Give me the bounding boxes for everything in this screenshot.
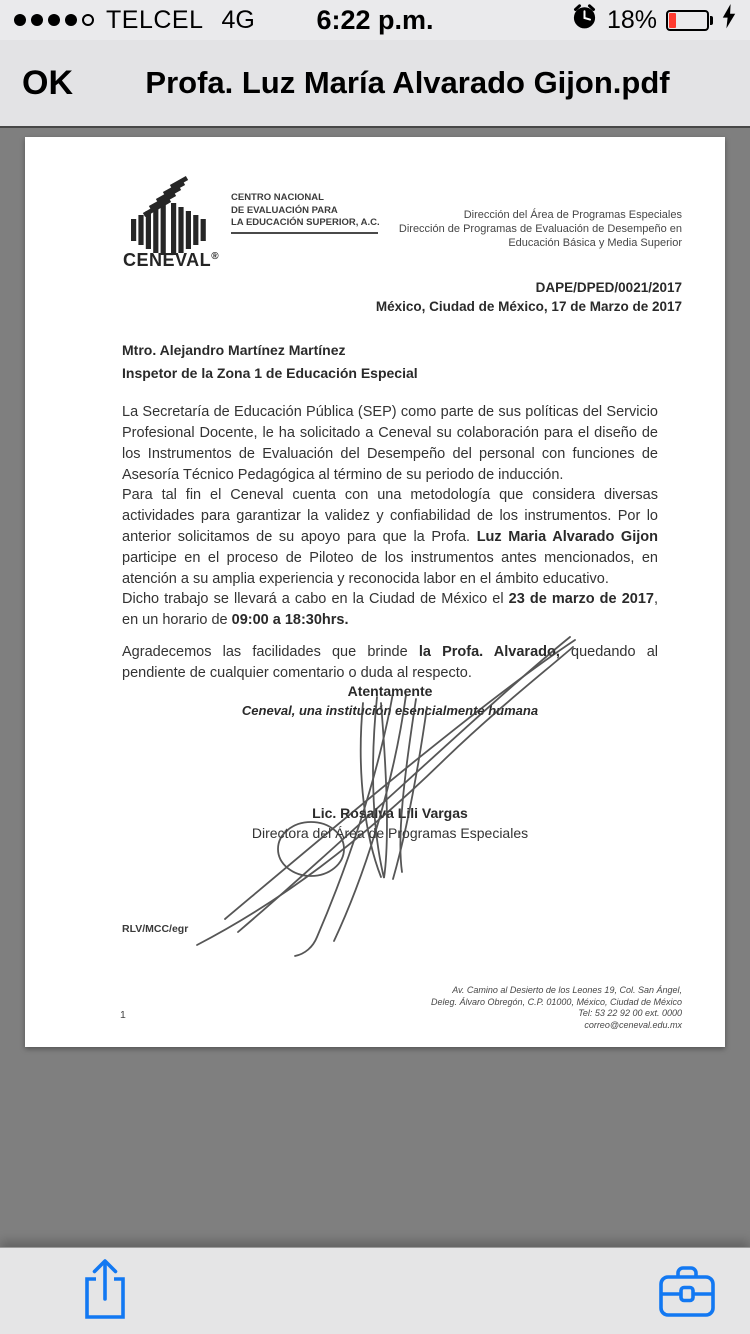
org-underline-rule <box>231 232 378 234</box>
dateline: México, Ciudad de México, 17 de Marzo de 2017 <box>375 299 682 314</box>
org-name-line: CENTRO NACIONAL <box>231 192 324 203</box>
toolbox-button[interactable] <box>657 1263 717 1322</box>
letter-paragraph-4 <box>122 642 658 684</box>
network-type-label: 4G <box>221 5 255 34</box>
charging-bolt-icon <box>722 4 736 36</box>
org-name-line: DE EVALUACIÓN PARA <box>231 204 338 216</box>
signer-name: Lic. Rosalva Lili Vargas <box>312 805 468 821</box>
pdf-page <box>25 137 725 1047</box>
teacher-name-bold: Luz Maria Alvarado Gijon <box>476 529 658 545</box>
addressee-name: Mtro. Alejandro Martínez Martínez <box>122 342 346 358</box>
paragraph-text: participe en el proceso de Piloteo de los instrumentos antes mencionados, en atención a su amplia experiencia y reconocida labor en el ámbito educativo. <box>122 550 658 587</box>
salutation: Atentamente <box>347 683 433 699</box>
paragraph-text: Dicho trabajo se llevará a cabo en la Ciudad de México el <box>122 591 509 607</box>
letter-paragraph-2 <box>122 485 658 590</box>
paragraph-text: quedando al pendiente de cualquier comentario o duda al respecto. <box>122 644 658 681</box>
event-date-bold: 23 de marzo de 2017 <box>508 591 654 607</box>
signer-block <box>122 803 658 843</box>
nav-bar <box>0 40 750 128</box>
ceneval-logo-icon <box>118 175 226 257</box>
department-line: Dirección de Programas de Evaluación de Desempeño en <box>398 223 682 235</box>
carrier-label: TELCEL <box>106 5 204 34</box>
reference-number: DAPE/DPED/0021/2017 <box>535 280 682 295</box>
closing-block <box>122 683 658 718</box>
department-line: Dirección del Área de Programas Especiales <box>463 209 682 221</box>
letter-paragraph-3 <box>122 589 658 631</box>
paragraph-text: La Secretaría de Educación Pública (SEP) como parte de sus políticas del Servicio Profesional Docente, le ha solicitado a Ceneval su colaboración para el diseño de los Instrumentos de Evaluación del Desempeño del personal con funciones de Asesoría Técnico Pedagógica al término de su periodo de inducción. <box>122 404 658 483</box>
share-icon <box>80 1311 130 1326</box>
battery-percent-label: 18% <box>606 5 657 34</box>
ceneval-brand-text: CENEVAL® <box>123 250 220 270</box>
ok-button[interactable]: OK <box>22 63 73 102</box>
paragraph-text: Para tal fin el Ceneval cuenta con una metodología que considera diversas actividades para garantizar la validez y confiabilidad de los instrumentos. Por lo anterior solicitamos de su apoyo para que la Profa. <box>122 487 658 545</box>
department-header-block <box>399 208 682 250</box>
event-time-bold: 09:00 a 18:30hrs. <box>231 612 349 628</box>
footer-address-line: Deleg. Álvaro Obregón, C.P. 01000, México, Ciudad de México <box>431 996 682 1007</box>
letter-paragraph-1 <box>122 402 658 486</box>
addressee-block <box>122 339 418 384</box>
addressee-title: Inspetor de la Zona 1 de Educación Especial <box>122 364 418 381</box>
letterhead-footer <box>431 985 682 1031</box>
share-button[interactable] <box>80 1257 130 1326</box>
toolbox-icon <box>657 1307 717 1322</box>
document-title: Profa. Luz María Alvarado Gijon.pdf <box>145 65 670 100</box>
footer-address-line: Av. Camino al Desierto de los Leones 19, Col. San Ángel, <box>452 985 682 995</box>
paragraph-text: Agradecemos las facilidades que brinde <box>122 644 419 660</box>
typist-initials: RLV/MCC/egr <box>122 923 189 935</box>
footer-email-line: correo@ceneval.edu.mx <box>584 1019 682 1030</box>
institution-motto: Ceneval, una institución esencialmente humana <box>241 703 539 718</box>
registered-mark: ® <box>211 251 220 262</box>
org-name-line: LA EDUCACIÓN SUPERIOR, A.C. <box>231 217 380 228</box>
alarm-clock-icon <box>571 3 598 37</box>
teacher-ref-bold: la Profa. Alvarado, <box>418 644 560 660</box>
clock-time: 6:22 p.m. <box>316 4 434 35</box>
status-bar <box>0 0 750 40</box>
org-name-block <box>231 192 380 230</box>
page-number: 1 <box>120 1009 126 1021</box>
signer-title: Directora del Área de Programas Especiales <box>251 825 529 841</box>
bottom-toolbar <box>0 1247 750 1334</box>
battery-icon <box>666 10 713 31</box>
department-line: Educación Básica y Media Superior <box>508 237 682 249</box>
paragraph-text: , en un horario de <box>122 591 658 628</box>
pdf-viewer-scroll-area[interactable] <box>0 128 750 1247</box>
reference-block <box>376 278 682 316</box>
footer-phone-line: Tel: 53 22 92 00 ext. 0000 <box>578 1008 682 1018</box>
